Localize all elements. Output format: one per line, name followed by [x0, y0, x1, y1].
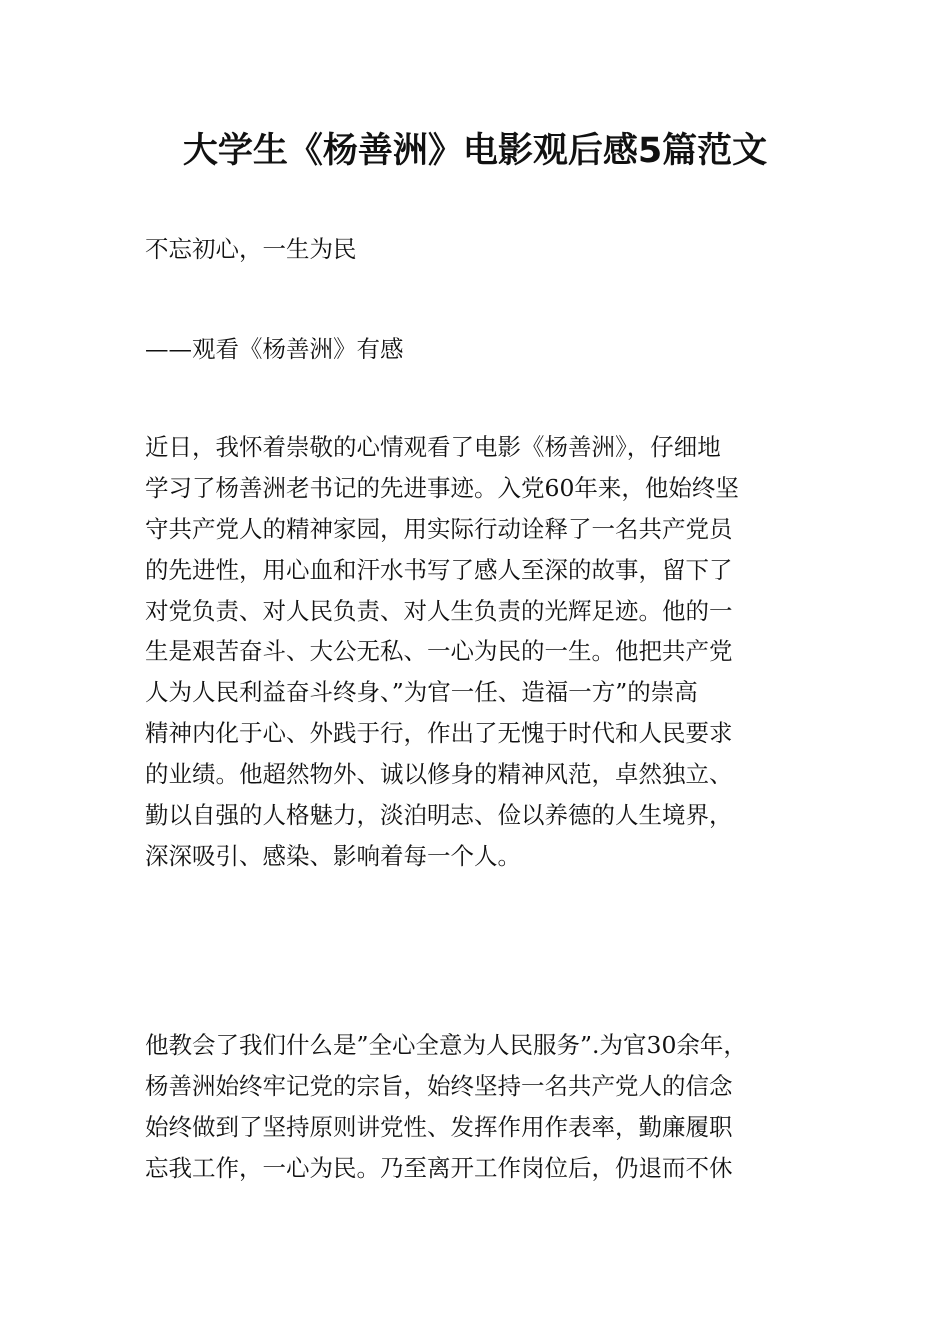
- paragraph-2: [145, 1025, 845, 1189]
- paragraph-1: [145, 427, 845, 877]
- paragraph-line: 深深吸引、感染、影响着每一个人。: [145, 841, 521, 870]
- paragraph-line: 近日，我怀着崇敬的心情观看了电影《杨善洲》，仔细地: [145, 433, 721, 461]
- paragraph-line: 守共产党人的精神家园，用实际行动诠释了一名共产党员: [145, 514, 733, 543]
- paragraph-line: 始终做到了坚持原则讲党性、发挥作用作表率，勤廉履职: [145, 1112, 733, 1141]
- document-byline: ——观看《杨善洲》有感: [145, 335, 404, 363]
- document-title: 大学生《杨善洲》电影观后感5篇范文: [182, 131, 768, 171]
- paragraph-line: 学习了杨善洲老书记的先进事迹。入党60年来，他始终坚: [145, 473, 739, 502]
- paragraph-line: 人为人民利益奋斗终身、”为官一任、造福一方”的崇高: [145, 678, 698, 707]
- paragraph-line: 勤以自强的人格魅力，淡泊明志、俭以养德的人生境界，: [145, 801, 733, 830]
- paragraph-line: 生是艰苦奋斗、大公无私、一心为民的一生。他把共产党: [145, 637, 733, 666]
- paragraph-line: 精神内化于心、外践于行，作出了无愧于时代和人民要求: [145, 719, 733, 748]
- paragraph-line: 的业绩。他超然物外、诚以修身的精神风范，卓然独立、: [145, 760, 733, 789]
- paragraph-line: 对党负责、对人民负责、对人生负责的光辉足迹。他的一: [145, 596, 733, 625]
- paragraph-line: 杨善洲始终牢记党的宗旨，始终坚持一名共产党人的信念: [145, 1071, 733, 1100]
- paragraph-line: 他教会了我们什么是”全心全意为人民服务”.为官30余年，: [145, 1031, 747, 1059]
- document-subtitle: 不忘初心，一生为民: [145, 235, 357, 263]
- paragraph-line: 的先进性，用心血和汗水书写了感人至深的故事，留下了: [145, 555, 733, 584]
- paragraph-line: 忘我工作，一心为民。乃至离开工作岗位后，仍退而不休: [145, 1153, 733, 1182]
